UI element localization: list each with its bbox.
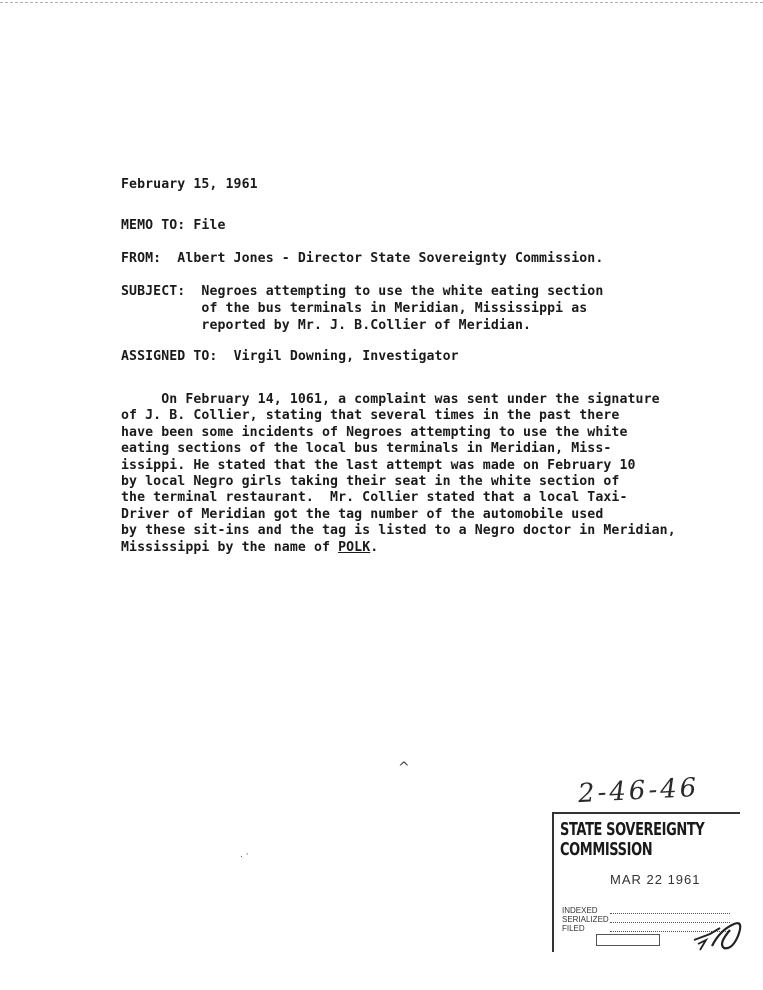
body-line: have been some incidents of Negroes attempting to use the white — [121, 424, 628, 440]
subject-row — [121, 283, 761, 334]
body-line: On February 14, 1061, a complaint was sent under the signature — [121, 392, 660, 407]
handwritten-initials-icon — [690, 910, 750, 954]
body-line: eating sections of the local bus terminals in Meridian, Miss- — [121, 441, 612, 457]
stamp-filed-label: FILED — [562, 924, 585, 933]
subject-line: reported by Mr. J. B.Collier of Meridian. — [201, 318, 532, 333]
body-last-suffix: . — [370, 539, 379, 555]
subject-line: Negroes attempting to use the white eating section — [201, 284, 604, 299]
assigned-value: Virgil Downing, Investigator — [233, 349, 459, 364]
from-value: Albert Jones - Director State Sovereignty Commission. — [177, 251, 604, 266]
body-last-line — [121, 540, 761, 556]
page-top-edge — [0, 2, 763, 3]
handwritten-file-number: 2-46-46 — [577, 772, 700, 810]
body-line: of J. B. Collier, stating that several times in the past there — [121, 408, 620, 424]
body-last-prefix: Mississippi by the name of — [121, 539, 339, 555]
subject-label: SUBJECT: — [121, 284, 202, 299]
memo-body — [121, 392, 761, 556]
stamp-date: MAR 22 1961 — [610, 872, 701, 887]
stamp-indexed-label: INDEXED — [562, 906, 598, 915]
stray-caret-mark: ^ — [398, 760, 410, 776]
stamp-title: STATE SOVEREIGNTY COMMISSION — [560, 820, 705, 861]
memo-to-value: File — [193, 218, 226, 233]
body-line: the terminal restaurant. Mr. Collier stated that a local Taxi- — [121, 490, 628, 506]
assigned-row — [121, 348, 761, 365]
body-line: by these sit-ins and the tag is listed to a Negro doctor in Meridian, — [121, 523, 676, 539]
stamp-serialized-label: SERIALIZED — [562, 915, 609, 924]
subject-line: of the bus terminals in Meridian, Mississippi as — [201, 301, 588, 316]
memo-to-row — [121, 217, 761, 234]
assigned-label: ASSIGNED TO: — [121, 349, 234, 364]
from-label: FROM: — [121, 251, 178, 266]
subject-text — [201, 283, 603, 334]
stamp-box — [596, 934, 660, 946]
memo-document — [121, 176, 761, 556]
body-line: Driver of Meridian got the tag number of the automobile used — [121, 506, 604, 522]
memo-to-label: MEMO TO: — [121, 218, 194, 233]
stamp-labels — [562, 906, 609, 933]
body-line: issippi. He stated that the last attempt was made on February 10 — [121, 457, 636, 473]
from-row — [121, 250, 761, 267]
stray-dot-mark: . · — [240, 850, 249, 860]
memo-date: February 15, 1961 — [121, 177, 258, 192]
body-line: by local Negro girls taking their seat in the white section of — [121, 474, 620, 490]
polk-name: POLK — [338, 539, 371, 555]
